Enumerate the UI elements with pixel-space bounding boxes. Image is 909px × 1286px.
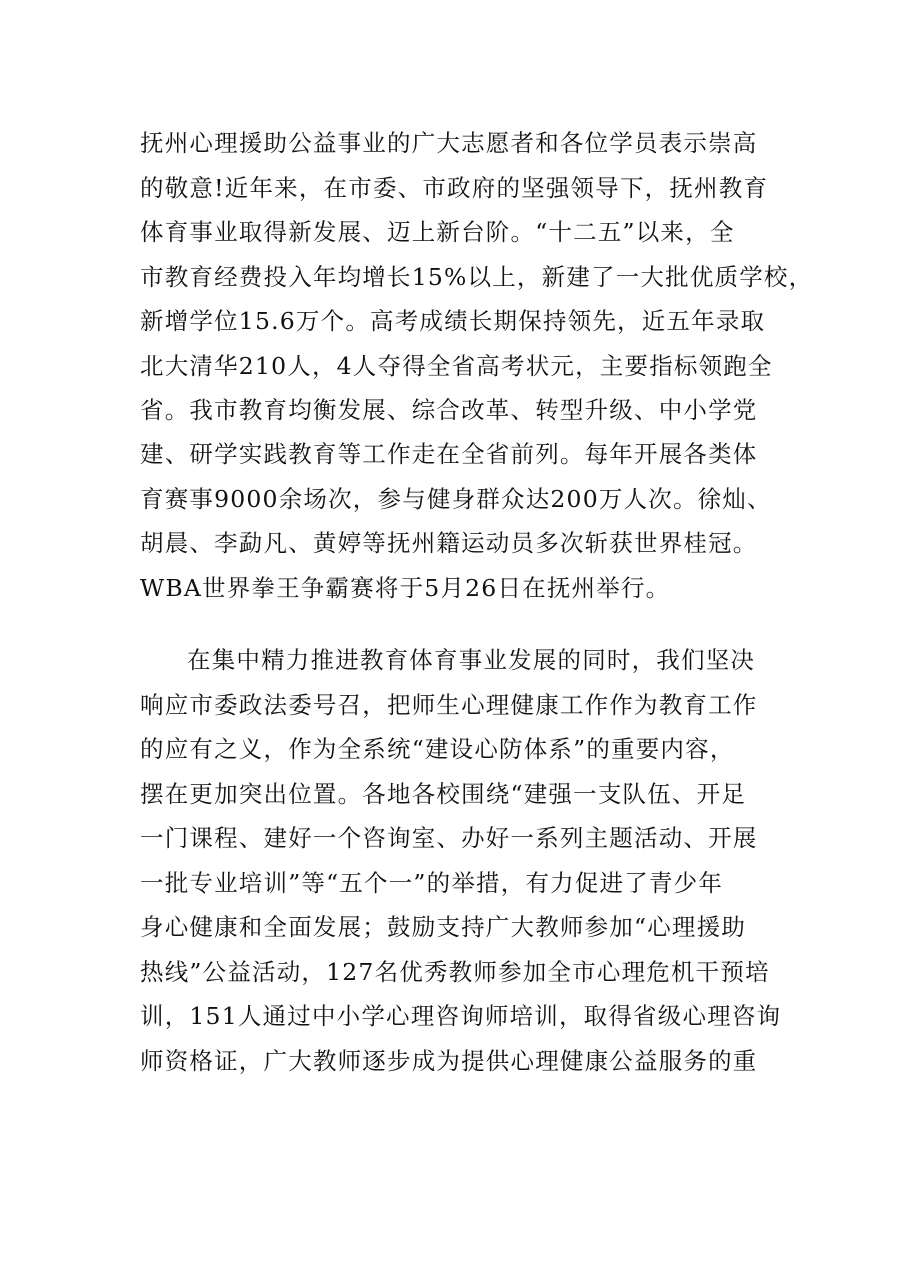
paragraph-first-line: 在集中精力推进教育体育事业发展的同时，我们坚决 bbox=[187, 646, 756, 674]
text-line: 摆在更加突出位置。各地各校围绕“建强一支队伍、开足 bbox=[140, 780, 747, 808]
text-line: 的敬意!近年来，在市委、市政府的坚强领导下，抚州教育 bbox=[140, 174, 769, 202]
text-line: 建、研学实践教育等工作走在全省前列。每年开展各类体 bbox=[140, 440, 758, 468]
text-line: 训，151人通过中小学心理咨询师培训，取得省级心理咨询 bbox=[140, 1002, 782, 1030]
text-line: 育赛事9000余场次，参与健身群众达200万人次。徐灿、 bbox=[140, 485, 772, 513]
text-line: 热线”公益活动，127名优秀教师参加全市心理危机干预培 bbox=[140, 958, 770, 986]
text-line: 一批专业培训”等“五个一”的举措，有力促进了青少年 bbox=[140, 869, 724, 897]
text-line: 体育事业取得新发展、迈上新台阶。“十二五”以来，全 bbox=[140, 218, 735, 246]
text-line: 胡晨、李勐凡、黄婷等抚州籍运动员多次斩获世界桂冠。 bbox=[140, 529, 758, 557]
text-line: 的应有之义，作为全系统“建设心防体系”的重要内容， bbox=[140, 735, 735, 763]
text-line: WBA世界拳王争霸赛将于5月26日在抚州举行。 bbox=[140, 574, 671, 602]
text-line: 抚州心理援助公益事业的广大志愿者和各位学员表示崇高 bbox=[140, 129, 758, 157]
text-line: 师资格证，广大教师逐步成为提供心理健康公益服务的重 bbox=[140, 1047, 758, 1075]
text-line: 新增学位15.6万个。高考成绩长期保持领先，近五年录取 bbox=[140, 307, 766, 335]
text-line: 一门课程、建好一个咨询室、办好一系列主题活动、开展 bbox=[140, 824, 758, 852]
text-line: 北大清华210人，4人夺得全省高考状元，主要指标领跑全 bbox=[140, 352, 773, 380]
text-line: 省。我市教育均衡发展、综合改革、转型升级、中小学党 bbox=[140, 396, 758, 424]
text-line: 响应市委政法委号召，把师生心理健康工作作为教育工作 bbox=[140, 691, 758, 719]
text-line: 身心健康和全面发展；鼓励支持广大教师参加“心理援助 bbox=[140, 913, 747, 941]
text-line: 市教育经费投入年均增长15%以上，新建了一大批优质学校， bbox=[140, 263, 814, 291]
